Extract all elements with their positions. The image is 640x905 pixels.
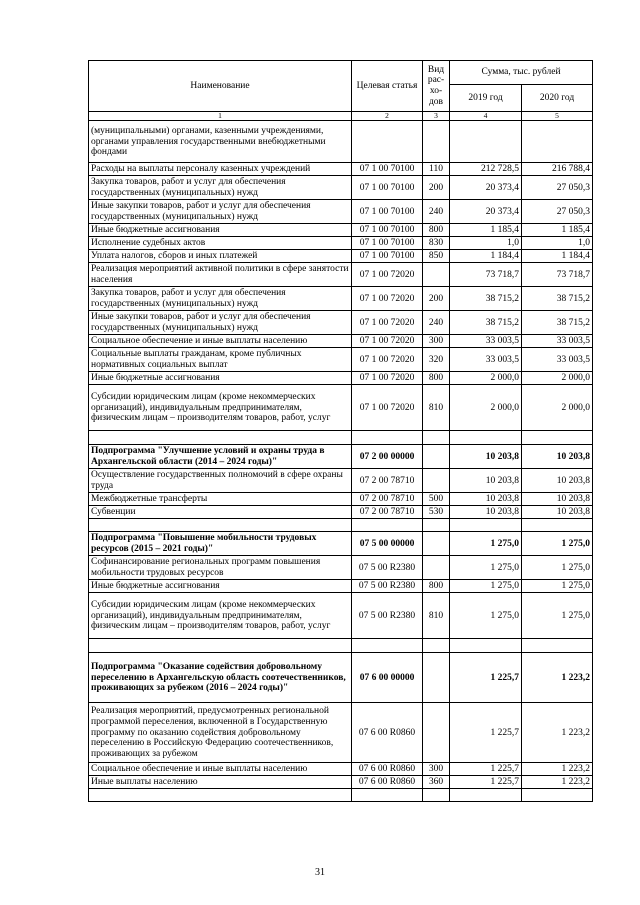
row-value-2020 [522, 519, 593, 532]
row-expense-type [423, 639, 450, 653]
row-value-2019 [450, 431, 522, 445]
row-value-2020: 1 223,2 [522, 776, 593, 789]
table-row [89, 372, 593, 385]
table-header [89, 61, 593, 121]
row-value-2020: 1 275,0 [522, 593, 593, 639]
row-value-2020: 2 000,0 [522, 385, 593, 431]
row-name: Субсидии юридическим лицам (кроме некоммерческих организаций), индивидуальным предпринимателям, физическим лицам – производителям товаров, работ, услуг [89, 593, 352, 639]
row-value-2019: 1 275,0 [450, 593, 522, 639]
row-target-code: 07 5 00 R2380 [352, 593, 423, 639]
row-name: Иные бюджетные ассигнования [89, 372, 352, 385]
row-value-2020: 1 223,2 [522, 653, 593, 703]
row-value-2019: 20 373,4 [450, 200, 522, 224]
header-expense-type: Вид рас-хо-дов [423, 61, 450, 112]
table-row [89, 287, 593, 311]
row-target-code: 07 1 00 72020 [352, 385, 423, 431]
row-name: Закупка товаров, работ и услуг для обеспечения государственных (муниципальных) нужд [89, 176, 352, 200]
row-expense-type [423, 469, 450, 493]
row-value-2020: 1 223,2 [522, 703, 593, 763]
row-expense-type: 240 [423, 200, 450, 224]
header-name: Наименование [89, 61, 352, 112]
row-name: Иные бюджетные ассигнования [89, 580, 352, 593]
row-name [89, 519, 352, 532]
row-value-2020: 33 003,5 [522, 335, 593, 348]
row-expense-type: 300 [423, 763, 450, 776]
row-value-2020: 10 203,8 [522, 445, 593, 469]
row-name: Иные бюджетные ассигнования [89, 224, 352, 237]
row-value-2019 [450, 639, 522, 653]
row-value-2020: 27 050,3 [522, 200, 593, 224]
row-name: Софинансирование региональных программ повышения мобильности трудовых ресурсов [89, 556, 352, 580]
row-expense-type [423, 703, 450, 763]
header-sum: Сумма, тыс. рублей [450, 61, 593, 85]
row-name: Расходы на выплаты персоналу казенных учреждений [89, 163, 352, 176]
row-expense-type [423, 263, 450, 287]
table-row [89, 493, 593, 506]
table-row [89, 163, 593, 176]
table-row [89, 506, 593, 519]
row-value-2019: 1 225,7 [450, 763, 522, 776]
row-name: Межбюджетные трансферты [89, 493, 352, 506]
row-name: Реализация мероприятий, предусмотренных региональной программой переселения, включенной в Государственную программу по оказанию содействия добровольному переселению в Российскую Федерацию соотечественников, проживающих за рубежом [89, 703, 352, 763]
row-target-code: 07 1 00 70100 [352, 237, 423, 250]
row-value-2019: 10 203,8 [450, 493, 522, 506]
table-body [89, 121, 593, 802]
row-value-2019: 1,0 [450, 237, 522, 250]
row-name: Иные закупки товаров, работ и услуг для обеспечения государственных (муниципальных) нужд [89, 311, 352, 335]
col-index: 4 [450, 112, 522, 121]
table-row [89, 532, 593, 556]
table-row [89, 639, 593, 653]
row-target-code: 07 6 00 R0860 [352, 776, 423, 789]
row-value-2019: 212 728,5 [450, 163, 522, 176]
row-value-2020: 216 788,4 [522, 163, 593, 176]
row-target-code: 07 2 00 78710 [352, 506, 423, 519]
row-value-2020: 1 275,0 [522, 556, 593, 580]
row-expense-type [423, 445, 450, 469]
row-value-2020 [522, 121, 593, 163]
table-row [89, 121, 593, 163]
row-expense-type: 810 [423, 593, 450, 639]
col-index: 3 [423, 112, 450, 121]
row-target-code: 07 1 00 70100 [352, 200, 423, 224]
row-name: Подпрограмма "Оказание содействия добровольному переселению в Архангельскую область соотечественников, проживающих за рубежом (2016 – 2024 годы)" [89, 653, 352, 703]
row-expense-type: 200 [423, 176, 450, 200]
table-row [89, 653, 593, 703]
row-value-2020: 38 715,2 [522, 287, 593, 311]
col-index: 5 [522, 112, 593, 121]
row-value-2019: 73 718,7 [450, 263, 522, 287]
header-target: Целевая статья [352, 61, 423, 112]
row-value-2019: 1 225,7 [450, 776, 522, 789]
row-name [89, 431, 352, 445]
row-value-2019: 2 000,0 [450, 385, 522, 431]
row-value-2020 [522, 789, 593, 802]
row-value-2019 [450, 789, 522, 802]
row-expense-type [423, 532, 450, 556]
row-value-2019: 1 225,7 [450, 653, 522, 703]
row-name: Осуществление государственных полномочий в сфере охраны труда [89, 469, 352, 493]
table-row [89, 348, 593, 372]
row-value-2019: 10 203,8 [450, 506, 522, 519]
row-value-2019: 2 000,0 [450, 372, 522, 385]
row-target-code: 07 6 00 R0860 [352, 703, 423, 763]
row-expense-type: 240 [423, 311, 450, 335]
row-target-code: 07 5 00 R2380 [352, 580, 423, 593]
table-row [89, 431, 593, 445]
row-name: Уплата налогов, сборов и иных платежей [89, 250, 352, 263]
row-value-2020: 2 000,0 [522, 372, 593, 385]
table-row [89, 703, 593, 763]
row-name: Реализация мероприятий активной политики в сфере занятости населения [89, 263, 352, 287]
row-name: Социальное обеспечение и иные выплаты населению [89, 763, 352, 776]
row-value-2019: 33 003,5 [450, 348, 522, 372]
row-value-2020: 73 718,7 [522, 263, 593, 287]
row-expense-type: 320 [423, 348, 450, 372]
row-target-code: 07 5 00 R2380 [352, 556, 423, 580]
row-value-2019: 1 275,0 [450, 556, 522, 580]
row-expense-type [423, 789, 450, 802]
row-value-2020: 27 050,3 [522, 176, 593, 200]
row-target-code: 07 2 00 78710 [352, 469, 423, 493]
row-value-2019: 1 185,4 [450, 224, 522, 237]
col-index: 2 [352, 112, 423, 121]
row-expense-type [423, 519, 450, 532]
row-name [89, 639, 352, 653]
row-target-code: 07 1 00 70100 [352, 176, 423, 200]
row-target-code: 07 1 00 70100 [352, 224, 423, 237]
header-2019: 2019 год [450, 85, 522, 112]
table-row [89, 789, 593, 802]
row-value-2019: 1 275,0 [450, 580, 522, 593]
row-expense-type [423, 653, 450, 703]
row-target-code: 07 1 00 70100 [352, 163, 423, 176]
table-row [89, 593, 593, 639]
table-row [89, 519, 593, 532]
row-expense-type: 360 [423, 776, 450, 789]
row-value-2019: 38 715,2 [450, 287, 522, 311]
row-name: Исполнение судебных актов [89, 237, 352, 250]
row-target-code [352, 121, 423, 163]
row-name: Социальное обеспечение и иные выплаты населению [89, 335, 352, 348]
row-value-2020: 1 184,4 [522, 250, 593, 263]
table-row [89, 237, 593, 250]
row-target-code: 07 1 00 72020 [352, 348, 423, 372]
table-row [89, 250, 593, 263]
row-expense-type: 110 [423, 163, 450, 176]
row-target-code [352, 431, 423, 445]
col-index: 1 [89, 112, 352, 121]
row-value-2020: 10 203,8 [522, 506, 593, 519]
header-2020: 2020 год [522, 85, 593, 112]
table-row [89, 335, 593, 348]
row-value-2019: 20 373,4 [450, 176, 522, 200]
row-value-2020: 38 715,2 [522, 311, 593, 335]
table-row [89, 763, 593, 776]
table-row [89, 385, 593, 431]
row-expense-type: 830 [423, 237, 450, 250]
row-name: Подпрограмма "Повышение мобильности трудовых ресурсов (2015 – 2021 годы)" [89, 532, 352, 556]
table-row [89, 445, 593, 469]
row-name: Иные закупки товаров, работ и услуг для обеспечения государственных (муниципальных) нужд [89, 200, 352, 224]
row-target-code: 07 6 00 00000 [352, 653, 423, 703]
row-expense-type [423, 121, 450, 163]
row-value-2020: 1 275,0 [522, 580, 593, 593]
row-value-2019: 38 715,2 [450, 311, 522, 335]
table-row [89, 224, 593, 237]
budget-table [88, 60, 593, 802]
row-expense-type: 800 [423, 372, 450, 385]
row-name: Социальные выплаты гражданам, кроме публичных нормативных социальных выплат [89, 348, 352, 372]
row-target-code: 07 1 00 72020 [352, 263, 423, 287]
row-value-2020: 10 203,8 [522, 469, 593, 493]
row-target-code: 07 1 00 72020 [352, 287, 423, 311]
table-row [89, 263, 593, 287]
row-target-code: 07 6 00 R0860 [352, 763, 423, 776]
row-expense-type: 500 [423, 493, 450, 506]
row-target-code [352, 639, 423, 653]
row-target-code: 07 2 00 78710 [352, 493, 423, 506]
page-number: 31 [315, 867, 325, 878]
row-value-2020: 33 003,5 [522, 348, 593, 372]
row-name: Субвенции [89, 506, 352, 519]
row-expense-type: 850 [423, 250, 450, 263]
row-target-code: 07 1 00 72020 [352, 335, 423, 348]
row-value-2020: 10 203,8 [522, 493, 593, 506]
row-name: Подпрограмма "Улучшение условий и охраны труда в Архангельской области (2014 – 2024 годы)" [89, 445, 352, 469]
row-expense-type: 300 [423, 335, 450, 348]
row-value-2019: 33 003,5 [450, 335, 522, 348]
row-value-2020 [522, 431, 593, 445]
row-name: Закупка товаров, работ и услуг для обеспечения государственных (муниципальных) нужд [89, 287, 352, 311]
row-value-2019 [450, 519, 522, 532]
row-expense-type: 530 [423, 506, 450, 519]
row-name: Субсидии юридическим лицам (кроме некоммерческих организаций), индивидуальным предпринимателям, физическим лицам – производителям товаров, работ, услуг [89, 385, 352, 431]
row-expense-type: 800 [423, 224, 450, 237]
row-expense-type [423, 556, 450, 580]
table-row [89, 200, 593, 224]
row-value-2020: 1 223,2 [522, 763, 593, 776]
row-value-2020 [522, 639, 593, 653]
table-row [89, 469, 593, 493]
row-value-2020: 1 185,4 [522, 224, 593, 237]
row-target-code: 07 2 00 00000 [352, 445, 423, 469]
table-row [89, 580, 593, 593]
table-row [89, 556, 593, 580]
table-row [89, 176, 593, 200]
row-target-code: 07 5 00 00000 [352, 532, 423, 556]
row-name: (муниципальными) органами, казенными учреждениями, органами управления государственными внебюджетными фондами [89, 121, 352, 163]
row-name [89, 789, 352, 802]
row-target-code: 07 1 00 70100 [352, 250, 423, 263]
row-name: Иные выплаты населению [89, 776, 352, 789]
row-expense-type: 800 [423, 580, 450, 593]
row-target-code [352, 519, 423, 532]
row-value-2020: 1 275,0 [522, 532, 593, 556]
row-value-2020: 1,0 [522, 237, 593, 250]
row-expense-type: 810 [423, 385, 450, 431]
row-expense-type [423, 431, 450, 445]
row-expense-type: 200 [423, 287, 450, 311]
row-target-code: 07 1 00 72020 [352, 372, 423, 385]
row-value-2019 [450, 121, 522, 163]
row-value-2019: 10 203,8 [450, 469, 522, 493]
row-value-2019: 1 225,7 [450, 703, 522, 763]
row-value-2019: 10 203,8 [450, 445, 522, 469]
row-target-code [352, 789, 423, 802]
row-target-code: 07 1 00 72020 [352, 311, 423, 335]
row-value-2019: 1 275,0 [450, 532, 522, 556]
table-row [89, 776, 593, 789]
table-row [89, 311, 593, 335]
row-value-2019: 1 184,4 [450, 250, 522, 263]
